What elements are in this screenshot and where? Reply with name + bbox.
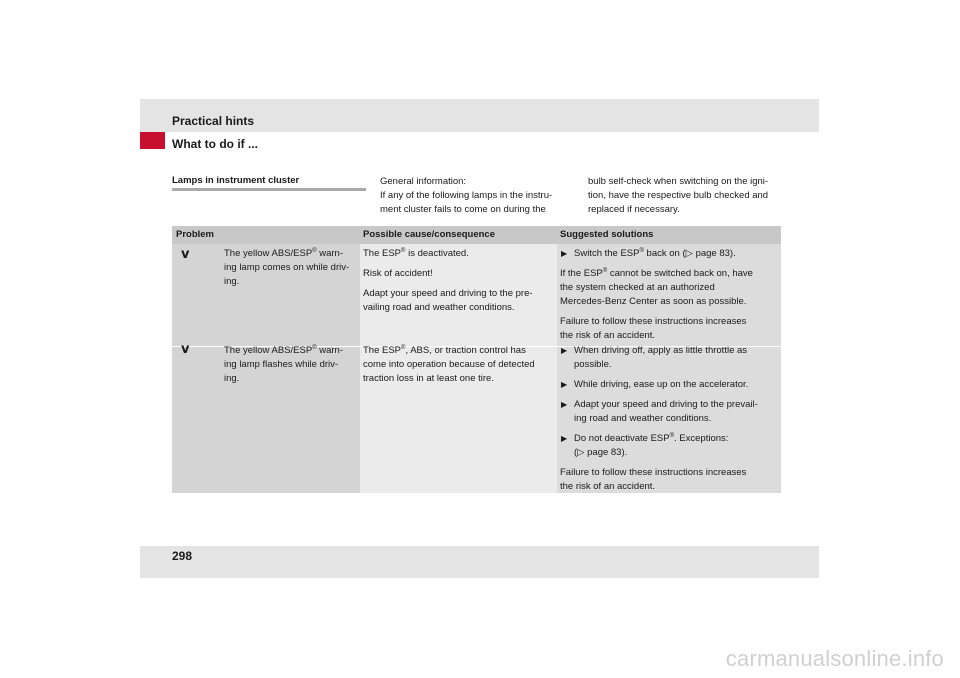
footer-band [140, 546, 819, 578]
section-title: Practical hints [172, 114, 255, 128]
abs-esp-warning-icon: v [181, 247, 190, 262]
intro-column-1 [380, 175, 570, 217]
table-row-2-cause: The ESP®, ABS, or traction control has come into operation because of detected traction loss in at least one tire. [363, 344, 535, 384]
bullet-arrow-icon: ▶ [561, 400, 568, 409]
header-problem: Problem [176, 229, 215, 240]
intro-text: ment cluster fails to come on during the [380, 204, 546, 215]
bullet-arrow-icon: ▶ [561, 380, 568, 389]
reference-arrow-icon: ▷ [577, 447, 585, 458]
table-row-2-solutions: ▶ When driving off, apply as little throttle as possible. ▶ While driving, ease up on the accelerator. ▶ Adapt your speed and driving to the prevail- ing road and weather conditions. ▶ Do not deactivate ESP®. Exceptions: (▷ page 83). Failure to follow these instructions increases the risk of an accident. [560, 345, 758, 492]
table-row-1-solutions: ▶ Switch the ESP® back on (▷ page 83). If the ESP® cannot be switched back on, have the system checked at an authorized Mercedes-Benz Center as soon as possible. Failure to follow these instructions increases the risk of an accident. [560, 247, 753, 341]
page-number: 298 [172, 549, 193, 563]
section-marker [140, 132, 165, 149]
bullet-arrow-icon: ▶ [561, 249, 568, 258]
lamps-table [172, 226, 781, 493]
watermark: carmanualsonline.info [725, 646, 944, 671]
lamps-heading: Lamps in instrument cluster [172, 175, 300, 186]
table-row-1-cause: The ESP® is deactivated. Risk of accident! Adapt your speed and driving to the pre- vailing road and weather conditions. [363, 247, 533, 313]
intro-text: tion, have the respective bulb checked and [588, 190, 769, 201]
bullet-arrow-icon: ▶ [561, 346, 568, 355]
table-row-1-problem: The yellow ABS/ESP® warn- ing lamp comes on while driv- ing. [224, 247, 350, 287]
intro-text: bulb self-check when switching on the igni- [588, 176, 769, 187]
intro-column-2 [588, 175, 788, 217]
table-header-row [172, 226, 781, 244]
heading-rule [172, 188, 366, 191]
abs-esp-warning-icon: v [181, 342, 190, 357]
reference-arrow-icon: ▷ [685, 248, 693, 259]
table-row-2-problem: The yellow ABS/ESP® warn- ing lamp flashes while driv- ing. [224, 344, 344, 384]
header-solutions: Suggested solutions [560, 229, 654, 240]
intro-text: replaced if necessary. [588, 204, 680, 215]
intro-text: General information: [380, 176, 467, 187]
bullet-arrow-icon: ▶ [561, 434, 568, 443]
header-cause: Possible cause/consequence [363, 229, 496, 240]
intro-text: If any of the following lamps in the instru- [380, 190, 553, 201]
subsection-title: What to do if ... [172, 137, 258, 151]
